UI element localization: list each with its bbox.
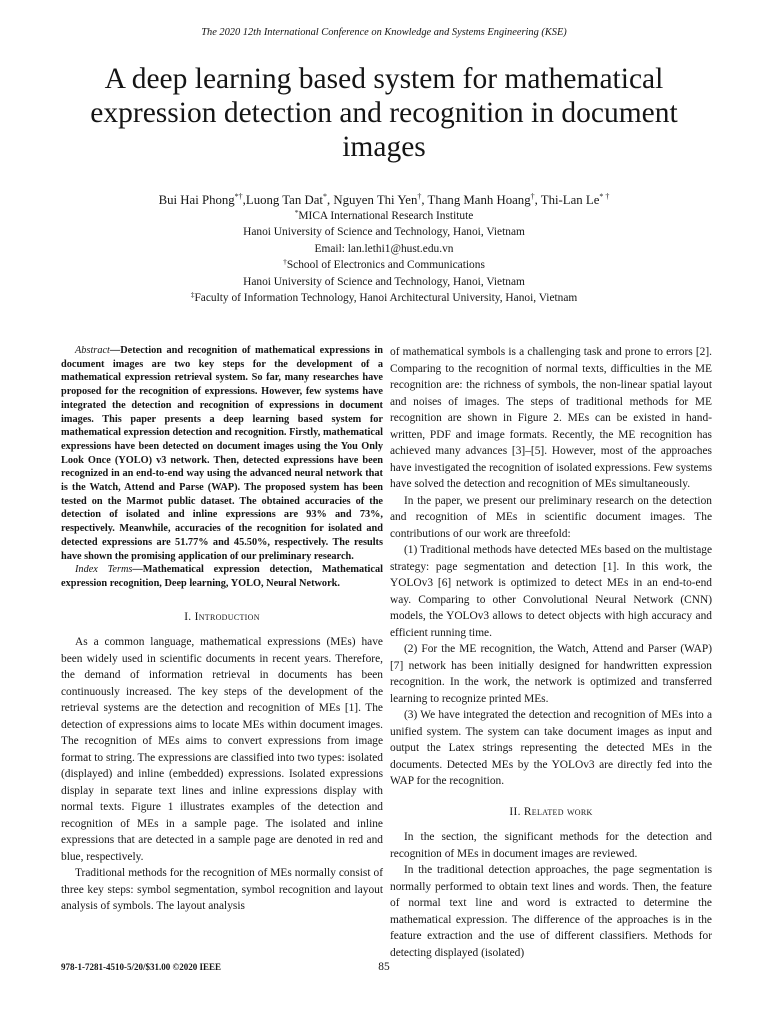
abstract-label: Abstract bbox=[75, 345, 110, 356]
index-terms-text: —Mathematical expression detection, Mathematical expression recognition, Deep learning, YOLO, Neural Network. bbox=[61, 564, 384, 589]
title-line: images bbox=[342, 131, 426, 163]
body-paragraph: In the traditional detection approaches, the page segmentation is normally performed to obtain text lines and words. Then, the feature of normal text line and word is extracted to determine the mathematical expression. The difference of the approaches is in the feature extraction and the use of different classifiers. Methods for detecting displayed (isolated) bbox=[390, 864, 712, 959]
affiliation: Hanoi University of Science and Technology, Hanoi, Vietnam bbox=[243, 275, 525, 288]
affiliation: Faculty of Information Technology, Hanoi Architectural University, Hanoi, Vietnam bbox=[194, 292, 578, 305]
author-list bbox=[0, 192, 768, 209]
paper-title bbox=[60, 62, 708, 164]
affil-mark: * bbox=[294, 208, 299, 217]
author-mark: * † bbox=[599, 192, 610, 201]
affiliations bbox=[0, 208, 768, 306]
body-paragraph: Traditional methods for the recognition of MEs normally consist of three key steps: symbol segmentation, symbol recognition and layout analysis of symbols. The layout analysis bbox=[61, 867, 383, 913]
left-column bbox=[61, 344, 383, 915]
author-name: , Nguyen Thi Yen bbox=[326, 193, 418, 207]
author-name: , Thi-Lan Le bbox=[534, 193, 600, 207]
author-name: , Thang Manh Hoang bbox=[421, 193, 531, 207]
section-heading-introduction: I. Introduction bbox=[184, 610, 260, 623]
body-paragraph: (3) We have integrated the detection and recognition of MEs into a unified system. The system can take document images as input and output the Latex strings representing the detected MEs in the documents. Detected MEs by the YOLOv3 are directly fed into the WAP for the recognition. bbox=[390, 709, 712, 787]
body-paragraph: In the section, the significant methods for the detection and recognition of MEs in document images are reviewed. bbox=[390, 831, 712, 860]
title-line: expression detection and recognition in document bbox=[90, 97, 678, 129]
abstract-text: —Detection and recognition of mathematical expressions in document images are two key steps for the development of a mathematical expression retrieval system. So far, many researches have proposed for the recognition of expressions. However, few systems have integrated the detection and recognition of expressions in document images. This paper presents a deep learning based system for mathematical expression detection and recognition. Firstly, mathematical expressions have been detected on document images using the You Only Look Once (YOLO) v3 network. Then, detected expressions have been recognized in an end-to-end way using the advanced neural network that is the Watch, Attend and Parse (WAP). The proposed system has been tested on the Marmot public dataset. The obtained accuracies of the detection of isolated and inline expressions are 93% and 73%, respectively. Meanwhile, accuracies of the recognition for isolated and detected expressions are 51.77% and 45.50%, respectively. The results have shown the promising application of our preliminary research. bbox=[61, 345, 383, 562]
author-mark: † bbox=[417, 192, 422, 201]
author-email: Email: lan.lethi1@hust.edu.vn bbox=[314, 242, 454, 255]
page-number: 85 bbox=[378, 961, 390, 973]
body-paragraph: (2) For the ME recognition, the Watch, Attend and Parser (WAP) [7] network has been initially designed for handwritten expression recognition. In the work, the network is optimized and transferred learning to recognize printed MEs. bbox=[390, 643, 712, 705]
copyright-footer: 978-1-7281-4510-5/20/$31.00 ©2020 IEEE bbox=[61, 962, 221, 972]
author-name: Bui Hai Phong bbox=[158, 193, 235, 207]
body-paragraph: of mathematical symbols is a challenging task and prone to errors [2]. Comparing to the recognition of normal texts, difficulties in the ME recognition are: the richness of symbols, the non-linear spatial layout and noises of images. The steps of traditional methods for ME recognition are shown in Figure 2. MEs can be existed in hand-written, PDF and image formats. Recently, the ME recognition has achieved many advances [3]–[5]. However, most of the approaches have investigated the recognition of isolated expressions. Few systems have solved the detection and recognition of MEs simultaneously. bbox=[390, 346, 712, 490]
affiliation: MICA International Research Institute bbox=[298, 210, 474, 222]
affiliation: School of Electronics and Communications bbox=[286, 259, 485, 272]
affil-mark: † bbox=[283, 257, 287, 267]
conference-header: The 2020 12th International Conference on Knowledge and Systems Engineering (KSE) bbox=[201, 27, 567, 38]
index-terms-label: Index Terms bbox=[75, 564, 133, 576]
body-paragraph: As a common language, mathematical expressions (MEs) have been widely used in scientific documents in recent years. Therefore, the demand of information retrieval in documents has been continuously increased. The key steps of the development of the retrieval systems are the detection and recognition of MEs [1]. The detection of expressions aims to locate MEs within document images. The recognition of MEs aims to convert expressions from image format to string. The expressions are classified into two types: isolated (displayed) and inline (embedded) expressions. Isolated expressions display in separate text lines and inline expressions display with normal texts. Figure 1 illustrates examples of the detection and recognition of MEs in a sample page. The isolated and inline expressions that are detected in a sample page are denoted in red and blue, respectively. bbox=[61, 636, 383, 863]
index-terms bbox=[61, 563, 383, 590]
author-mark: † bbox=[530, 192, 535, 201]
author-mark: *† bbox=[234, 192, 243, 201]
body-paragraph: In the paper, we present our preliminary research on the detection and recognition of MEs in scientific document images. The contributions of our work are threefold: bbox=[390, 494, 712, 540]
author-mark: * bbox=[322, 192, 327, 201]
affil-mark: ‡ bbox=[190, 290, 195, 300]
abstract bbox=[61, 344, 383, 563]
author-name: ,Luong Tan Dat bbox=[242, 193, 323, 207]
right-column bbox=[390, 344, 712, 961]
affiliation: Hanoi University of Science and Technology, Hanoi, Vietnam bbox=[243, 226, 525, 239]
title-line: A deep learning based system for mathematical bbox=[104, 63, 664, 95]
section-heading-related-work: II. Related work bbox=[509, 805, 593, 818]
body-paragraph: (1) Traditional methods have detected MEs based on the multistage strategy: page segmentation and detection [1]. In this work, the YOLOv3 [6] network is optimized to detect MEs in an end-to-end way. Comparing to other Convolutional Neural Network (CNN) models, the YOLOv3 allows to detect objects with high accuracy and efficient running time. bbox=[390, 544, 712, 639]
